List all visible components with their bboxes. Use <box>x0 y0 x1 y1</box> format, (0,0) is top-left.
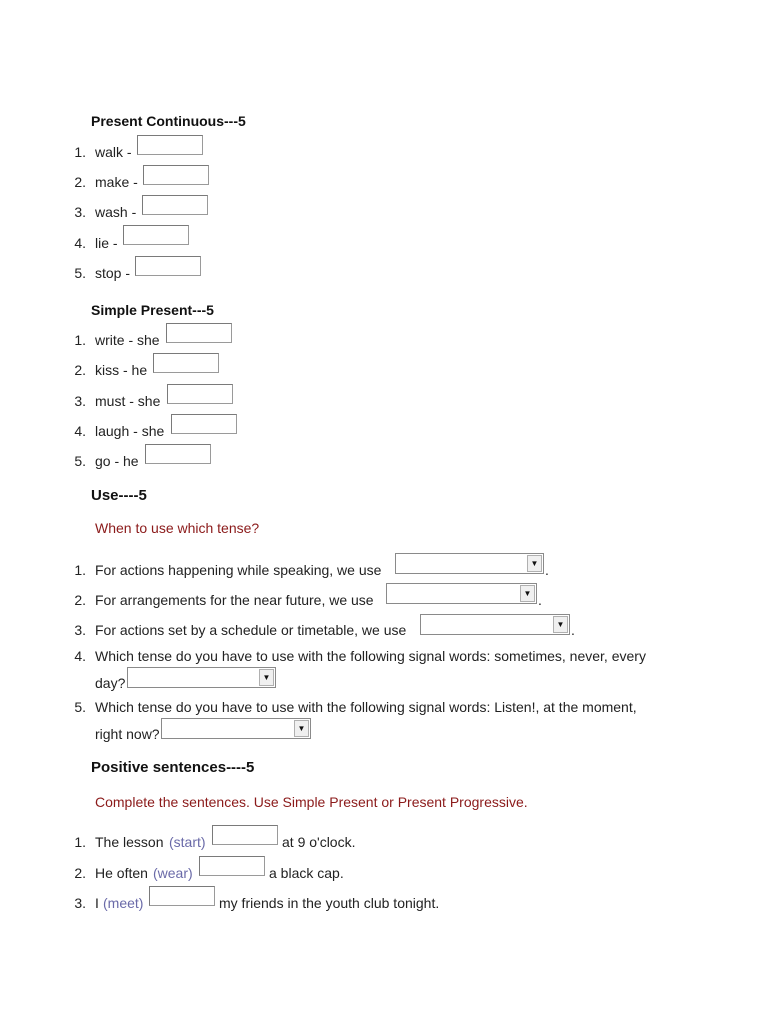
item-prompt: For arrangements for the near future, we use <box>95 592 374 608</box>
item-number: 2. <box>74 592 86 608</box>
section-title-positive-sentences: Positive sentences----5 <box>91 759 255 776</box>
sentence-end: a black cap. <box>269 865 344 881</box>
sentence-start: He often <box>95 865 148 881</box>
sentence-start: I <box>95 895 99 911</box>
item-number: 3. <box>74 895 86 911</box>
item-prompt: walk - <box>95 144 132 160</box>
answer-input[interactable] <box>135 256 201 276</box>
item-number: 3. <box>74 622 86 638</box>
item-prompt: write - she <box>95 332 160 348</box>
answer-input[interactable] <box>137 135 203 155</box>
chevron-down-icon: ▼ <box>527 555 542 572</box>
sentence-start: The lesson <box>95 834 164 850</box>
answer-input[interactable] <box>143 165 209 185</box>
answer-input[interactable] <box>142 195 208 215</box>
item-prompt: go - he <box>95 453 139 469</box>
tense-select[interactable] <box>420 614 570 635</box>
section-title-simple-present: Simple Present---5 <box>91 302 214 318</box>
item-prompt: kiss - he <box>95 362 148 378</box>
verb-hint: (meet) <box>103 895 144 911</box>
item-prompt: must - she <box>95 393 161 409</box>
tense-select[interactable] <box>386 583 537 604</box>
item-prompt: lie - <box>95 235 118 251</box>
chevron-down-icon: ▼ <box>520 585 535 602</box>
answer-input[interactable] <box>145 444 211 464</box>
item-prompt: Which tense do you have to use with the following signal words: Listen!, at the moment, <box>95 699 637 715</box>
sentence-end: at 9 o'clock. <box>282 834 356 850</box>
item-prompt: wash - <box>95 204 137 220</box>
item-prompt: For actions set by a schedule or timetable, we use <box>95 622 407 638</box>
item-number: 1. <box>74 144 86 160</box>
answer-input[interactable] <box>123 225 189 245</box>
chevron-down-icon: ▼ <box>294 720 309 737</box>
answer-input[interactable] <box>171 414 237 434</box>
answer-input[interactable] <box>153 353 219 373</box>
item-number: 3. <box>74 393 86 409</box>
answer-input[interactable] <box>167 384 233 404</box>
verb-hint: (wear) <box>153 865 193 881</box>
verb-hint: (start) <box>169 834 206 850</box>
item-number: 1. <box>74 834 86 850</box>
tense-select[interactable] <box>127 667 276 688</box>
answer-input[interactable] <box>166 323 232 343</box>
item-number: 2. <box>74 362 86 378</box>
item-number: 1. <box>74 332 86 348</box>
item-number: 1. <box>74 562 86 578</box>
section-instruction: When to use which tense? <box>95 520 260 536</box>
item-number: 3. <box>74 204 86 220</box>
item-prompt: Which tense do you have to use with the following signal words: sometimes, never, every <box>95 648 646 664</box>
answer-input[interactable] <box>149 886 215 906</box>
item-prompt: make - <box>95 174 138 190</box>
section-title-use: Use----5 <box>91 487 147 504</box>
item-number: 2. <box>74 174 86 190</box>
tense-select[interactable] <box>395 553 544 574</box>
item-number: 4. <box>74 648 86 664</box>
answer-input[interactable] <box>199 856 265 876</box>
item-number: 2. <box>74 865 86 881</box>
item-prompt-continued: right now? <box>95 726 160 742</box>
section-title-present-continuous: Present Continuous---5 <box>91 113 246 129</box>
item-suffix: . <box>538 592 542 608</box>
chevron-down-icon: ▼ <box>553 616 568 633</box>
item-suffix: . <box>545 562 549 578</box>
answer-input[interactable] <box>212 825 278 845</box>
item-prompt-continued: day? <box>95 675 126 691</box>
item-prompt: laugh - she <box>95 423 165 439</box>
item-number: 4. <box>74 235 86 251</box>
section-instruction: Complete the sentences. Use Simple Present or Present Progressive. <box>95 794 528 810</box>
item-suffix: . <box>571 622 575 638</box>
item-number: 5. <box>74 265 86 281</box>
tense-select[interactable] <box>161 718 311 739</box>
item-prompt: stop - <box>95 265 131 281</box>
item-number: 5. <box>74 699 86 715</box>
chevron-down-icon: ▼ <box>259 669 274 686</box>
sentence-end: my friends in the youth club tonight. <box>219 895 440 911</box>
item-number: 5. <box>74 453 86 469</box>
item-prompt: For actions happening while speaking, we use <box>95 562 382 578</box>
item-number: 4. <box>74 423 86 439</box>
